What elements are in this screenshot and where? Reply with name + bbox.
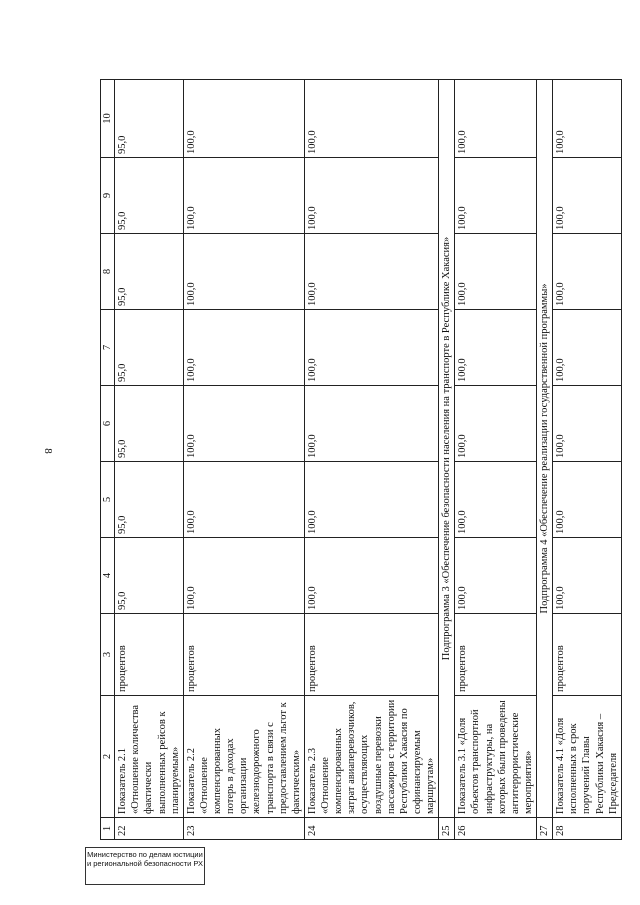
value-cell: 95,0 xyxy=(115,310,184,386)
value-cell: 100,0 xyxy=(553,80,622,158)
value-cell: 100,0 xyxy=(304,462,438,538)
value-cell: 100,0 xyxy=(183,462,304,538)
value-cell: 95,0 xyxy=(115,462,184,538)
header-cell: 5 xyxy=(101,462,115,538)
value-cell: 100,0 xyxy=(183,234,304,310)
header-row xyxy=(101,80,115,840)
header-cell: 1 xyxy=(101,818,115,840)
table-row xyxy=(183,80,304,840)
value-cell: 100,0 xyxy=(304,158,438,234)
indicator-name: Показатель 2.1 «Отношение количества фактически выполненных рейсов к планируемым» xyxy=(115,696,184,818)
row-number: 22 xyxy=(115,818,184,840)
row-number: 25 xyxy=(439,818,455,840)
section-row xyxy=(537,80,553,840)
value-cell: 95,0 xyxy=(115,538,184,614)
value-cell: 100,0 xyxy=(183,538,304,614)
value-cell: 100,0 xyxy=(455,158,537,234)
value-cell: 100,0 xyxy=(455,80,537,158)
value-cell: 100,0 xyxy=(304,310,438,386)
row-number: 28 xyxy=(553,818,622,840)
value-cell: 100,0 xyxy=(455,386,537,462)
value-cell: 100,0 xyxy=(553,158,622,234)
rotated-table-container xyxy=(100,80,619,840)
header-cell: 8 xyxy=(101,234,115,310)
table-row xyxy=(115,80,184,840)
indicator-name: Показатель 3.1 «Доля объектов транспортной инфраструктуры, на которых были проведены антитеррористические мероприятия» xyxy=(455,696,537,818)
value-cell: 100,0 xyxy=(553,310,622,386)
indicator-name: Показатель 2.3 «Отношение компенсированных затрат авиаперевозчиков, осуществляющих воздушные перевозки пассажиров с территории Республики Хакасия по софинансируемым маршрутам» xyxy=(304,696,438,818)
header-cell: 7 xyxy=(101,310,115,386)
value-cell: 100,0 xyxy=(304,234,438,310)
value-cell: 95,0 xyxy=(115,234,184,310)
value-cell: 100,0 xyxy=(455,462,537,538)
subprogram-title: Подпрограмма 4 «Обеспечение реализации государственной программы» xyxy=(537,80,553,818)
value-cell: 95,0 xyxy=(115,158,184,234)
value-cell: 100,0 xyxy=(183,80,304,158)
value-cell: 95,0 xyxy=(115,80,184,158)
value-cell: 100,0 xyxy=(553,538,622,614)
row-number: 24 xyxy=(304,818,438,840)
unit-cell: процентов xyxy=(304,614,438,696)
subprogram-title: Подпрограмма 3 «Обеспечение безопасности населения на транспорте в Республике Хакасия» xyxy=(439,80,455,818)
table-row xyxy=(304,80,438,840)
value-cell: 100,0 xyxy=(553,234,622,310)
value-cell: 100,0 xyxy=(183,386,304,462)
value-cell: 100,0 xyxy=(304,80,438,158)
value-cell: 95,0 xyxy=(115,386,184,462)
row-number: 26 xyxy=(455,818,537,840)
unit-cell: процентов xyxy=(183,614,304,696)
value-cell: 100,0 xyxy=(183,310,304,386)
header-cell: 6 xyxy=(101,386,115,462)
page-number: 8 xyxy=(41,448,54,454)
value-cell: 100,0 xyxy=(455,538,537,614)
section-row xyxy=(439,80,455,840)
unit-cell: процентов xyxy=(455,614,537,696)
header-cell: 3 xyxy=(101,614,115,696)
header-cell: 4 xyxy=(101,538,115,614)
value-cell: 100,0 xyxy=(183,158,304,234)
table-row xyxy=(455,80,537,840)
value-cell: 100,0 xyxy=(553,462,622,538)
header-cell: 2 xyxy=(101,696,115,818)
indicator-name: Показатель 4.1 «Доля исполненных в срок поручений Главы Республики Хакасия – Председателя xyxy=(553,696,622,818)
table-row xyxy=(553,80,622,840)
row-number: 23 xyxy=(183,818,304,840)
value-cell: 100,0 xyxy=(553,386,622,462)
value-cell: 100,0 xyxy=(304,538,438,614)
header-cell: 10 xyxy=(101,80,115,158)
header-cell: 9 xyxy=(101,158,115,234)
indicators-table xyxy=(100,79,622,840)
ministry-stamp: Министерство по делам юстиции и региональной безопасности РХ xyxy=(85,847,205,885)
value-cell: 100,0 xyxy=(304,386,438,462)
unit-cell: процентов xyxy=(115,614,184,696)
value-cell: 100,0 xyxy=(455,310,537,386)
row-number: 27 xyxy=(537,818,553,840)
unit-cell: процентов xyxy=(553,614,622,696)
indicator-name: Показатель 2.2 «Отношение компенсированных потерь в доходах организации железнодорожного транспорта в связи с предоставлением льгот к фактическим» xyxy=(183,696,304,818)
value-cell: 100,0 xyxy=(455,234,537,310)
